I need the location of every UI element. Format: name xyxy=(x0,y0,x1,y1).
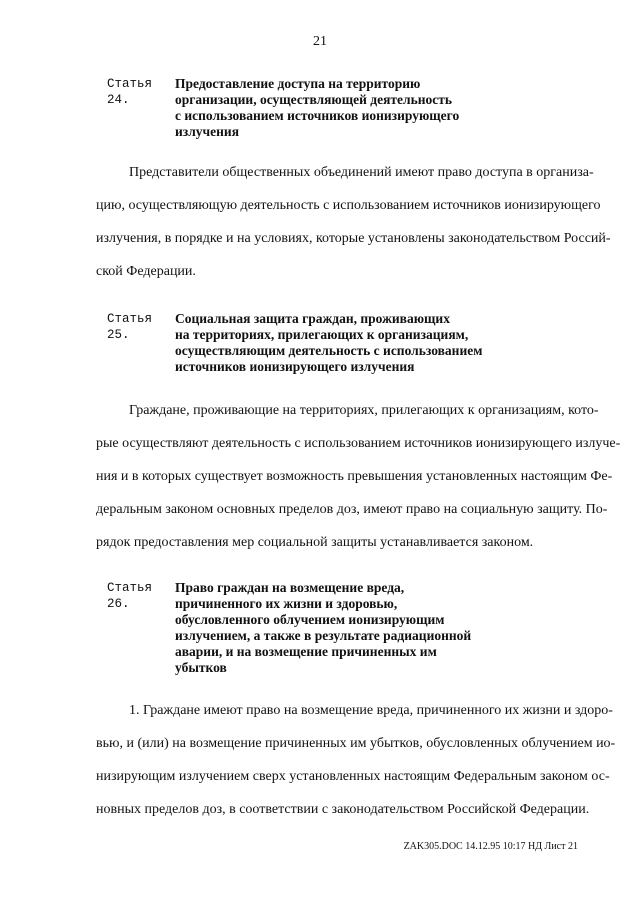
paragraph-line: вью, и (или) на возмещение причиненных им убытков, обусловленных облучением ио- xyxy=(96,736,616,751)
heading-line: обусловленного облучением ионизирующим xyxy=(175,612,445,627)
paragraph-line: деральным законом основных пределов доз, имеют право на социальную защиту. По- xyxy=(96,502,608,517)
heading-line: организации, осуществляющей деятельность xyxy=(175,92,453,107)
heading-line: Предоставление доступа на территорию xyxy=(175,76,421,91)
paragraph-line: рядок предоставления мер социальной защиты устанавливается законом. xyxy=(96,535,534,550)
paragraph-line: новных пределов доз, в соответствии с законодательством Российской Федерации. xyxy=(96,802,590,817)
article-26-prefix: Статья 26. xyxy=(107,581,153,611)
heading-line: излучения xyxy=(175,124,239,139)
paragraph-line: Представители общественных объединений имеют право доступа в организа- xyxy=(129,165,594,180)
heading-line: аварии, и на возмещение причиненных им xyxy=(175,644,437,659)
article-26-paragraph xyxy=(96,694,616,826)
heading-line: осуществляющим деятельность с использованием xyxy=(175,343,483,358)
heading-line: Социальная защита граждан, проживающих xyxy=(175,311,450,326)
paragraph-line: ской Федерации. xyxy=(96,264,196,279)
heading-line: с использованием источников ионизирующего xyxy=(175,108,460,123)
paragraph-line: излучения, в порядке и на условиях, которые установлены законодательством Россий- xyxy=(96,231,611,246)
heading-line: на территориях, прилегающих к организациям, xyxy=(175,327,469,342)
paragraph-line: Граждане, проживающие на территориях, прилегающих к организациям, кото- xyxy=(129,403,599,418)
article-26-heading xyxy=(175,580,545,676)
heading-line: убытков xyxy=(175,660,227,675)
paragraph-line: низирующим излучением сверх установленных настоящим Федеральным законом ос- xyxy=(96,769,610,784)
article-25-heading xyxy=(175,311,545,375)
article-25-prefix: Статья 25. xyxy=(107,312,153,342)
paragraph-line: ния и в которых существует возможность превышения установленных настоящим Фе- xyxy=(96,469,613,484)
heading-line: источников ионизирующего излучения xyxy=(175,359,415,374)
paragraph-line: цию, осуществляющую деятельность с использованием источников ионизирующего xyxy=(96,198,601,213)
article-25-paragraph xyxy=(96,394,621,559)
paragraph-line: рые осуществляют деятельность с использованием источников ионизирующего излуче- xyxy=(96,436,621,451)
article-24-paragraph xyxy=(96,156,611,288)
article-24-title xyxy=(107,76,557,140)
paragraph-line: 1. Граждане имеют право на возмещение вреда, причиненного их жизни и здоро- xyxy=(129,703,613,718)
article-24-prefix: Статья 24. xyxy=(107,77,153,107)
heading-line: излучением, а также в результате радиационной xyxy=(175,628,472,643)
page-number: 21 xyxy=(313,34,327,49)
heading-line: причиненного их жизни и здоровью, xyxy=(175,596,398,611)
article-25-title xyxy=(107,311,557,375)
heading-line: Право граждан на возмещение вреда, xyxy=(175,580,405,595)
article-24-heading xyxy=(175,76,545,140)
document-footer: ZAK305.DOC 14.12.95 10:17 НД Лист 21 xyxy=(403,841,578,852)
article-26-title xyxy=(107,580,557,676)
